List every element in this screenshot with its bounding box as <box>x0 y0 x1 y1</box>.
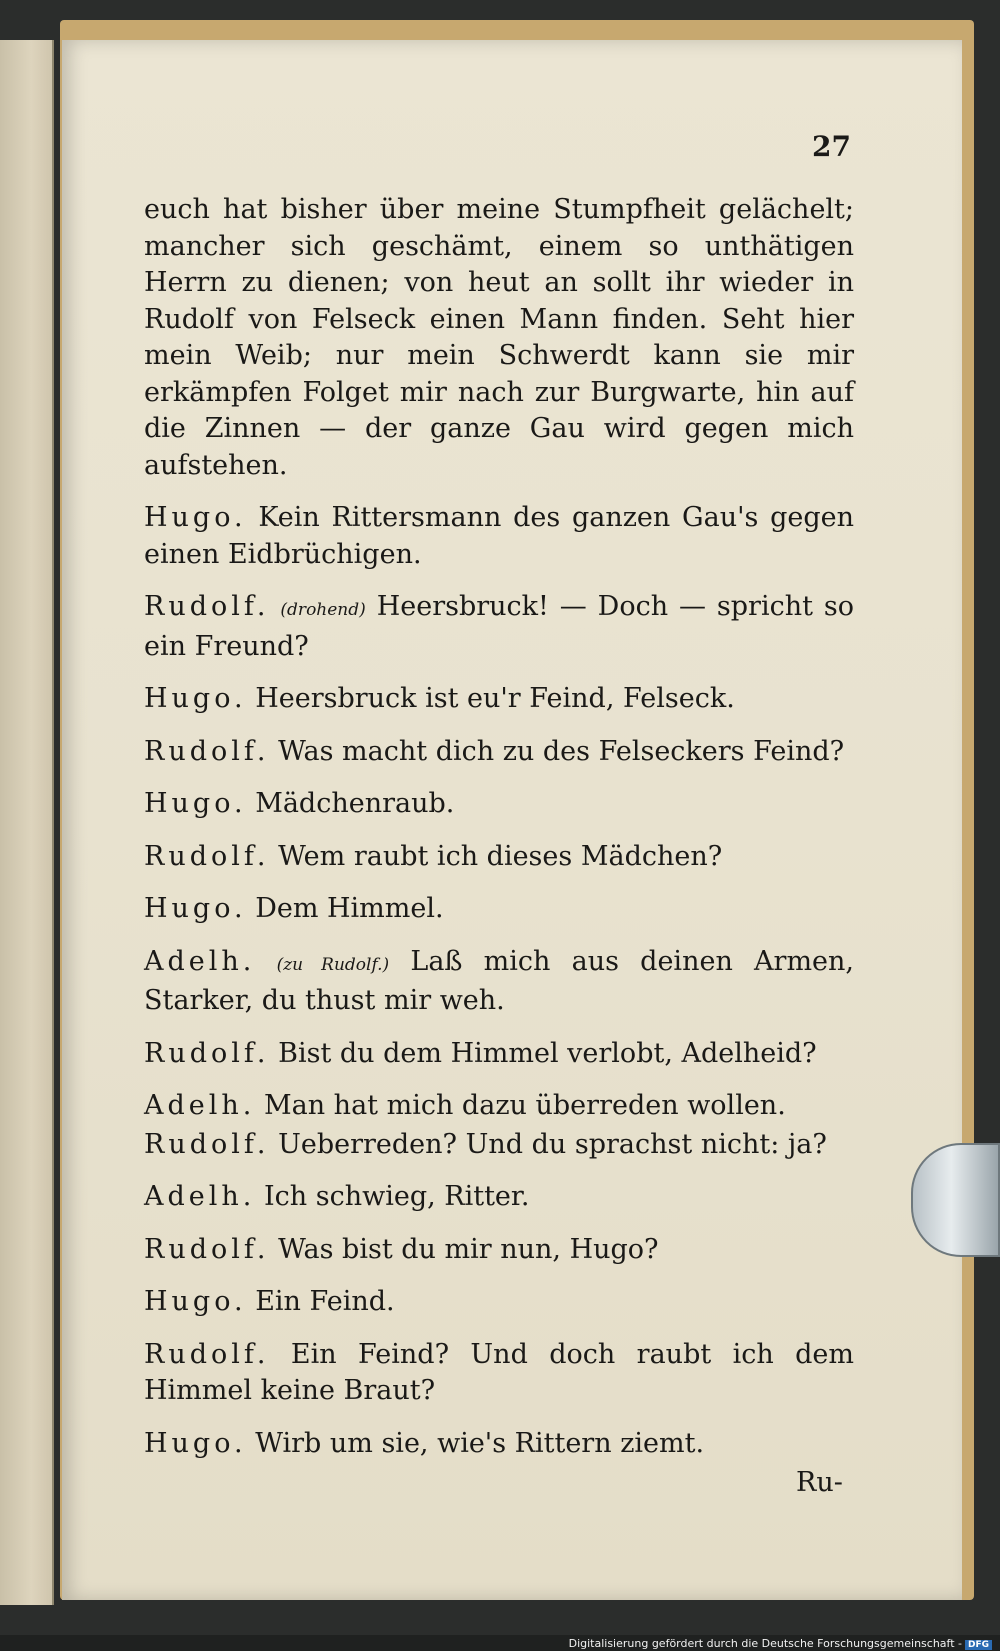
speaker-name: Rudolf. <box>144 591 270 622</box>
funding-note <box>569 1637 992 1650</box>
speaker-name: Hugo. <box>144 1286 247 1317</box>
speaker-name: Rudolf. <box>144 1037 270 1069</box>
dialogue-line <box>144 1337 854 1410</box>
dialogue-line <box>144 1426 854 1463</box>
line-text: Ueberreden? Und du sprachst nicht: ja? <box>278 1128 827 1160</box>
speaker-name: Adelh. <box>144 1181 256 1212</box>
speaker-name: Adelh. <box>144 945 256 977</box>
dialogue-line <box>144 839 854 876</box>
dialogue-line <box>144 786 854 823</box>
line-text: Wem raubt ich dieses Mädchen? <box>278 840 723 872</box>
page-number: 27 <box>812 130 851 163</box>
speaker-name: Rudolf. <box>144 735 270 767</box>
speaker-name: Hugo. <box>144 893 247 924</box>
funding-text: Digitalisierung gefördert durch die Deutsche Forschungsgemeinschaft - <box>568 1637 962 1650</box>
dialogue-line <box>144 1284 854 1321</box>
speaker-name: Rudolf. <box>144 840 270 872</box>
dialogue-line <box>144 891 854 928</box>
dialogue-line <box>144 944 854 1020</box>
footer-bar <box>0 1635 1000 1651</box>
speaker-name: Hugo. <box>144 1427 247 1459</box>
left-page-edge <box>0 40 54 1605</box>
speaker-name: Rudolf. <box>144 1233 270 1265</box>
line-text: Ich schwieg, Ritter. <box>263 1181 530 1212</box>
speaker-name: Rudolf. <box>144 1338 270 1370</box>
stage-direction: (drohend) <box>280 600 366 620</box>
dialogue-line <box>144 1127 854 1164</box>
dialogue-line <box>144 1232 854 1269</box>
line-text: Heersbruck ist eu'r Feind, Felseck. <box>255 683 735 714</box>
stage-direction: (zu Rudolf.) <box>276 954 390 975</box>
line-text: Ein Feind? Und doch raubt ich dem Himmel keine Braut? <box>144 1338 854 1406</box>
line-text: Dem Himmel. <box>255 893 444 924</box>
dialogue-line <box>144 1088 854 1125</box>
catchword: Ru- <box>796 1467 843 1498</box>
dialogue-line <box>144 500 854 573</box>
speaker-name: Hugo. <box>144 788 247 819</box>
dialogue-line <box>144 734 854 771</box>
page-clip <box>911 1143 1000 1257</box>
line-text: Wirb um sie, wie's Rittern ziemt. <box>255 1427 705 1459</box>
dialogue-line <box>144 681 854 718</box>
opening-paragraph: euch hat bisher über meine Stumpfheit gelächelt; mancher sich geschämt, einem so unthätigen Herrn zu dienen; von heut an sollt ihr wieder in Rudolf von Felseck einen Mann finden. Seht hier mein Weib; nur mein Schwerdt kann sie mir erkämpfen Folget mir nach zur Burgwarte, hin auf die Zinnen — der ganze Gau wird gegen mich aufstehen. <box>144 194 854 481</box>
speaker-name: Hugo. <box>144 683 247 714</box>
speaker-name: Hugo. <box>144 502 247 533</box>
line-text: Was bist du mir nun, Hugo? <box>278 1233 659 1265</box>
dialogue-line <box>144 1036 854 1073</box>
dialogue-line <box>144 1179 854 1216</box>
dialogue-line <box>144 589 854 665</box>
line-text: Kein Rittersmann des ganzen Gau's gegen einen Eidbrüchigen. <box>144 502 854 570</box>
line-text: Ein Feind. <box>255 1286 395 1317</box>
line-text: Was macht dich zu des Felseckers Feind? <box>278 735 845 767</box>
line-text: Bist du dem Himmel verlobt, Adelheid? <box>278 1037 817 1069</box>
line-text: Laß mich aus deinen Armen, Starker, du thust mir weh. <box>144 945 854 1016</box>
line-text: Man hat mich dazu überreden wollen. <box>263 1090 786 1121</box>
page-text <box>144 192 854 1478</box>
speaker-name: Adelh. <box>144 1090 256 1121</box>
speaker-name: Rudolf. <box>144 1128 270 1160</box>
line-text: Heersbruck! — Doch — spricht so ein Freund? <box>144 591 854 662</box>
line-text: Mädchenraub. <box>255 788 455 819</box>
dfg-logo: DFG <box>965 1640 992 1650</box>
